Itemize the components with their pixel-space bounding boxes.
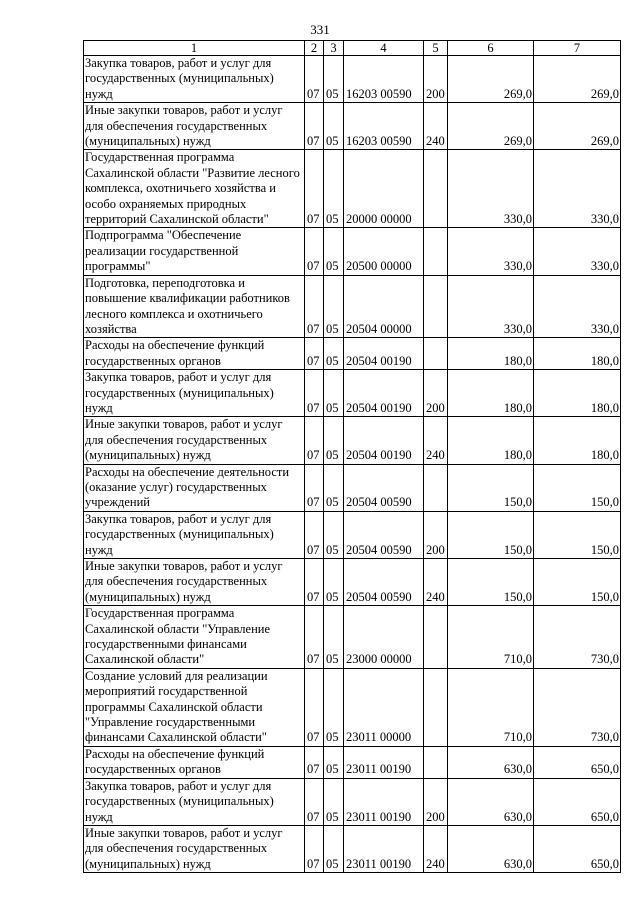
- page-number: 331: [310, 22, 330, 37]
- row-target-article-cell: 20504 00590: [344, 511, 424, 558]
- table-row: [84, 338, 621, 370]
- row-expense-type-cell: [424, 228, 448, 275]
- row-section-cell: 07: [305, 338, 324, 370]
- row-amount-2-cell: 180,0: [534, 338, 621, 370]
- row-target-article-cell: 23000 00000: [344, 606, 424, 669]
- row-section-cell: 07: [305, 275, 324, 338]
- row-section-cell: 07: [305, 511, 324, 558]
- row-expense-type-cell: [424, 275, 448, 338]
- row-target-article-cell: 23011 00190: [344, 746, 424, 778]
- row-amount-2-cell: 269,0: [534, 103, 621, 150]
- row-target-article-cell: 23011 00190: [344, 825, 424, 872]
- column-header: 2: [305, 41, 324, 56]
- row-name-cell: Подготовка, переподготовка и повышение квалификации работников лесного комплекса и охотничьего хозяйства: [84, 275, 305, 338]
- budget-table: [83, 40, 621, 873]
- table-row: [84, 150, 621, 228]
- row-subsection-cell: 05: [324, 370, 344, 417]
- row-amount-2-cell: 730,0: [534, 606, 621, 669]
- table-row: [84, 825, 621, 872]
- row-name-cell: Закупка товаров, работ и услуг для государственных (муниципальных) нужд: [84, 370, 305, 417]
- row-subsection-cell: 05: [324, 511, 344, 558]
- row-expense-type-cell: [424, 464, 448, 511]
- row-amount-2-cell: 650,0: [534, 825, 621, 872]
- row-name-cell: Иные закупки товаров, работ и услуг для обеспечения государственных (муниципальных) нужд: [84, 825, 305, 872]
- row-amount-2-cell: 730,0: [534, 668, 621, 746]
- row-section-cell: 07: [305, 56, 324, 103]
- row-amount-1-cell: 150,0: [448, 559, 534, 606]
- row-section-cell: 07: [305, 606, 324, 669]
- row-subsection-cell: 05: [324, 746, 344, 778]
- row-section-cell: 07: [305, 370, 324, 417]
- row-amount-1-cell: 630,0: [448, 746, 534, 778]
- table-row: [84, 606, 621, 669]
- row-subsection-cell: 05: [324, 606, 344, 669]
- row-subsection-cell: 05: [324, 559, 344, 606]
- row-section-cell: 07: [305, 668, 324, 746]
- row-amount-1-cell: 180,0: [448, 338, 534, 370]
- row-section-cell: 07: [305, 417, 324, 464]
- column-header: 6: [448, 41, 534, 56]
- row-expense-type-cell: 200: [424, 370, 448, 417]
- row-subsection-cell: 05: [324, 417, 344, 464]
- row-name-cell: Расходы на обеспечение деятельности (оказание услуг) государственных учреждений: [84, 464, 305, 511]
- row-amount-1-cell: 330,0: [448, 228, 534, 275]
- row-name-cell: Иные закупки товаров, работ и услуг для обеспечения государственных (муниципальных) нужд: [84, 417, 305, 464]
- row-amount-2-cell: 330,0: [534, 275, 621, 338]
- table-row: [84, 417, 621, 464]
- row-section-cell: 07: [305, 778, 324, 825]
- column-header: 4: [344, 41, 424, 56]
- row-subsection-cell: 05: [324, 103, 344, 150]
- row-expense-type-cell: 200: [424, 778, 448, 825]
- table-row: [84, 56, 621, 103]
- row-amount-2-cell: 330,0: [534, 150, 621, 228]
- table-row: [84, 668, 621, 746]
- row-expense-type-cell: [424, 746, 448, 778]
- row-target-article-cell: 23011 00000: [344, 668, 424, 746]
- row-target-article-cell: 20504 00190: [344, 370, 424, 417]
- row-target-article-cell: 20000 00000: [344, 150, 424, 228]
- table-row: [84, 228, 621, 275]
- row-subsection-cell: 05: [324, 56, 344, 103]
- row-expense-type-cell: [424, 668, 448, 746]
- column-header: 5: [424, 41, 448, 56]
- row-expense-type-cell: 240: [424, 103, 448, 150]
- row-amount-1-cell: 269,0: [448, 56, 534, 103]
- table-header-row: [84, 41, 621, 56]
- row-amount-2-cell: 180,0: [534, 417, 621, 464]
- row-expense-type-cell: [424, 150, 448, 228]
- row-subsection-cell: 05: [324, 778, 344, 825]
- row-amount-1-cell: 710,0: [448, 606, 534, 669]
- row-expense-type-cell: 200: [424, 511, 448, 558]
- row-section-cell: 07: [305, 103, 324, 150]
- row-amount-2-cell: 330,0: [534, 228, 621, 275]
- column-header: 3: [324, 41, 344, 56]
- row-amount-1-cell: 180,0: [448, 417, 534, 464]
- row-amount-1-cell: 630,0: [448, 778, 534, 825]
- row-expense-type-cell: [424, 606, 448, 669]
- row-expense-type-cell: [424, 338, 448, 370]
- row-name-cell: Закупка товаров, работ и услуг для государственных (муниципальных) нужд: [84, 56, 305, 103]
- row-amount-2-cell: 150,0: [534, 464, 621, 511]
- row-amount-2-cell: 269,0: [534, 56, 621, 103]
- row-subsection-cell: 05: [324, 668, 344, 746]
- row-name-cell: Расходы на обеспечение функций государственных органов: [84, 746, 305, 778]
- row-name-cell: Иные закупки товаров, работ и услуг для обеспечения государственных (муниципальных) нужд: [84, 559, 305, 606]
- row-expense-type-cell: 240: [424, 417, 448, 464]
- row-amount-1-cell: 710,0: [448, 668, 534, 746]
- row-target-article-cell: 23011 00190: [344, 778, 424, 825]
- table-row: [84, 370, 621, 417]
- row-section-cell: 07: [305, 559, 324, 606]
- row-target-article-cell: 20504 00190: [344, 338, 424, 370]
- row-name-cell: Иные закупки товаров, работ и услуг для обеспечения государственных (муниципальных) нужд: [84, 103, 305, 150]
- row-amount-2-cell: 150,0: [534, 511, 621, 558]
- table-row: [84, 778, 621, 825]
- row-section-cell: 07: [305, 464, 324, 511]
- row-amount-1-cell: 630,0: [448, 825, 534, 872]
- row-amount-2-cell: 180,0: [534, 370, 621, 417]
- row-section-cell: 07: [305, 228, 324, 275]
- row-amount-2-cell: 150,0: [534, 559, 621, 606]
- table-row: [84, 746, 621, 778]
- column-header: 1: [84, 41, 305, 56]
- row-name-cell: Государственная программа Сахалинской области "Управление государственными финансами Сахалинской области": [84, 606, 305, 669]
- table-row: [84, 464, 621, 511]
- row-amount-2-cell: 650,0: [534, 778, 621, 825]
- row-amount-2-cell: 650,0: [534, 746, 621, 778]
- row-subsection-cell: 05: [324, 275, 344, 338]
- row-target-article-cell: 20504 00590: [344, 559, 424, 606]
- row-name-cell: Закупка товаров, работ и услуг для государственных (муниципальных) нужд: [84, 511, 305, 558]
- row-amount-1-cell: 150,0: [448, 511, 534, 558]
- row-expense-type-cell: 240: [424, 559, 448, 606]
- row-subsection-cell: 05: [324, 464, 344, 511]
- row-subsection-cell: 05: [324, 338, 344, 370]
- row-target-article-cell: 20504 00590: [344, 464, 424, 511]
- row-amount-1-cell: 330,0: [448, 275, 534, 338]
- row-name-cell: Государственная программа Сахалинской области "Развитие лесного комплекса, охотничьего хозяйства и особо охраняемых природных территорий Сахалинской области": [84, 150, 305, 228]
- row-target-article-cell: 20500 00000: [344, 228, 424, 275]
- row-amount-1-cell: 330,0: [448, 150, 534, 228]
- row-name-cell: Подпрограмма "Обеспечение реализации государственной программы": [84, 228, 305, 275]
- row-expense-type-cell: 240: [424, 825, 448, 872]
- table-row: [84, 511, 621, 558]
- row-section-cell: 07: [305, 825, 324, 872]
- row-name-cell: Расходы на обеспечение функций государственных органов: [84, 338, 305, 370]
- row-subsection-cell: 05: [324, 825, 344, 872]
- row-subsection-cell: 05: [324, 150, 344, 228]
- column-header: 7: [534, 41, 621, 56]
- row-target-article-cell: 16203 00590: [344, 103, 424, 150]
- table-row: [84, 103, 621, 150]
- row-section-cell: 07: [305, 150, 324, 228]
- row-target-article-cell: 20504 00190: [344, 417, 424, 464]
- row-amount-1-cell: 150,0: [448, 464, 534, 511]
- row-section-cell: 07: [305, 746, 324, 778]
- row-subsection-cell: 05: [324, 228, 344, 275]
- row-amount-1-cell: 180,0: [448, 370, 534, 417]
- row-name-cell: Создание условий для реализации мероприятий государственной программы Сахалинской области "Управление государственными финансами Сахалинской области": [84, 668, 305, 746]
- row-name-cell: Закупка товаров, работ и услуг для государственных (муниципальных) нужд: [84, 778, 305, 825]
- table-row: [84, 559, 621, 606]
- row-target-article-cell: 16203 00590: [344, 56, 424, 103]
- row-target-article-cell: 20504 00000: [344, 275, 424, 338]
- row-amount-1-cell: 269,0: [448, 103, 534, 150]
- row-expense-type-cell: 200: [424, 56, 448, 103]
- table-row: [84, 275, 621, 338]
